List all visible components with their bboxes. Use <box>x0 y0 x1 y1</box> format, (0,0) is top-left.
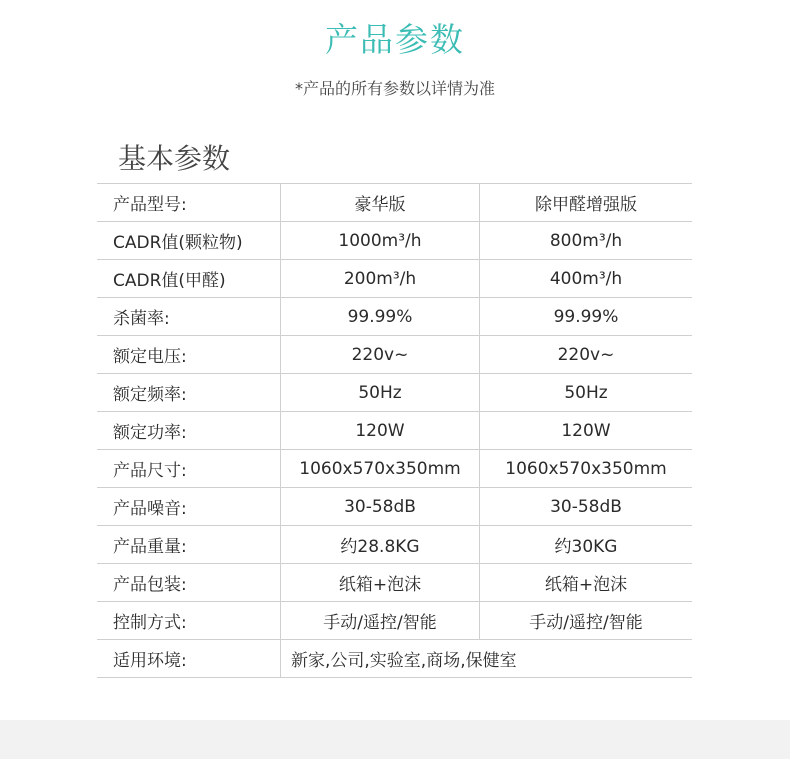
environment-value: 新家,公司,实验室,商场,保健室 <box>281 640 693 678</box>
row-value-enhanced: 120W <box>480 412 693 450</box>
section-title: 基本参数 <box>118 142 231 175</box>
row-value-enhanced: 30-58dB <box>480 488 693 526</box>
table-row <box>97 260 692 298</box>
row-value-deluxe: 手动/遥控/智能 <box>281 602 480 640</box>
row-label: 产品尺寸: <box>97 450 281 488</box>
row-value-enhanced: 400m³/h <box>480 260 693 298</box>
table-row-environment <box>97 640 692 678</box>
page-title: 产品参数 <box>325 20 465 59</box>
table-row <box>97 412 692 450</box>
row-label: 杀菌率: <box>97 298 281 336</box>
table-row <box>97 602 692 640</box>
header-cell-deluxe: 豪华版 <box>281 184 480 222</box>
row-value-deluxe: 50Hz <box>281 374 480 412</box>
row-value-enhanced: 220v~ <box>480 336 693 374</box>
page-subtitle: *产品的所有参数以详情为准 <box>294 79 495 98</box>
row-label: CADR值(颗粒物) <box>97 222 281 260</box>
row-label: 产品噪音: <box>97 488 281 526</box>
footer-band <box>0 720 790 759</box>
row-label: 产品重量: <box>97 526 281 564</box>
row-value-enhanced: 纸箱+泡沫 <box>480 564 693 602</box>
row-value-deluxe: 30-58dB <box>281 488 480 526</box>
table-row <box>97 526 692 564</box>
table-row <box>97 564 692 602</box>
row-value-enhanced: 约30KG <box>480 526 693 564</box>
row-label: 适用环境: <box>97 640 281 678</box>
row-value-deluxe: 120W <box>281 412 480 450</box>
row-value-enhanced: 1060x570x350mm <box>480 450 693 488</box>
row-label: 额定功率: <box>97 412 281 450</box>
table-row <box>97 336 692 374</box>
table-header-row <box>97 184 692 222</box>
row-value-deluxe: 约28.8KG <box>281 526 480 564</box>
row-label: 额定电压: <box>97 336 281 374</box>
row-value-enhanced: 800m³/h <box>480 222 693 260</box>
header-cell-enhanced: 除甲醛增强版 <box>480 184 693 222</box>
table-row <box>97 374 692 412</box>
row-value-enhanced: 50Hz <box>480 374 693 412</box>
row-label: 额定频率: <box>97 374 281 412</box>
row-value-deluxe: 99.99% <box>281 298 480 336</box>
row-value-enhanced: 手动/遥控/智能 <box>480 602 693 640</box>
table-row <box>97 298 692 336</box>
row-label: CADR值(甲醛) <box>97 260 281 298</box>
table-row <box>97 450 692 488</box>
row-value-enhanced: 99.99% <box>480 298 693 336</box>
header-cell-model: 产品型号: <box>97 184 281 222</box>
table-row <box>97 222 692 260</box>
row-value-deluxe: 220v~ <box>281 336 480 374</box>
table-row <box>97 488 692 526</box>
spec-table <box>97 183 692 678</box>
row-label: 控制方式: <box>97 602 281 640</box>
row-value-deluxe: 纸箱+泡沫 <box>281 564 480 602</box>
row-value-deluxe: 200m³/h <box>281 260 480 298</box>
row-value-deluxe: 1060x570x350mm <box>281 450 480 488</box>
row-value-deluxe: 1000m³/h <box>281 222 480 260</box>
row-label: 产品包装: <box>97 564 281 602</box>
